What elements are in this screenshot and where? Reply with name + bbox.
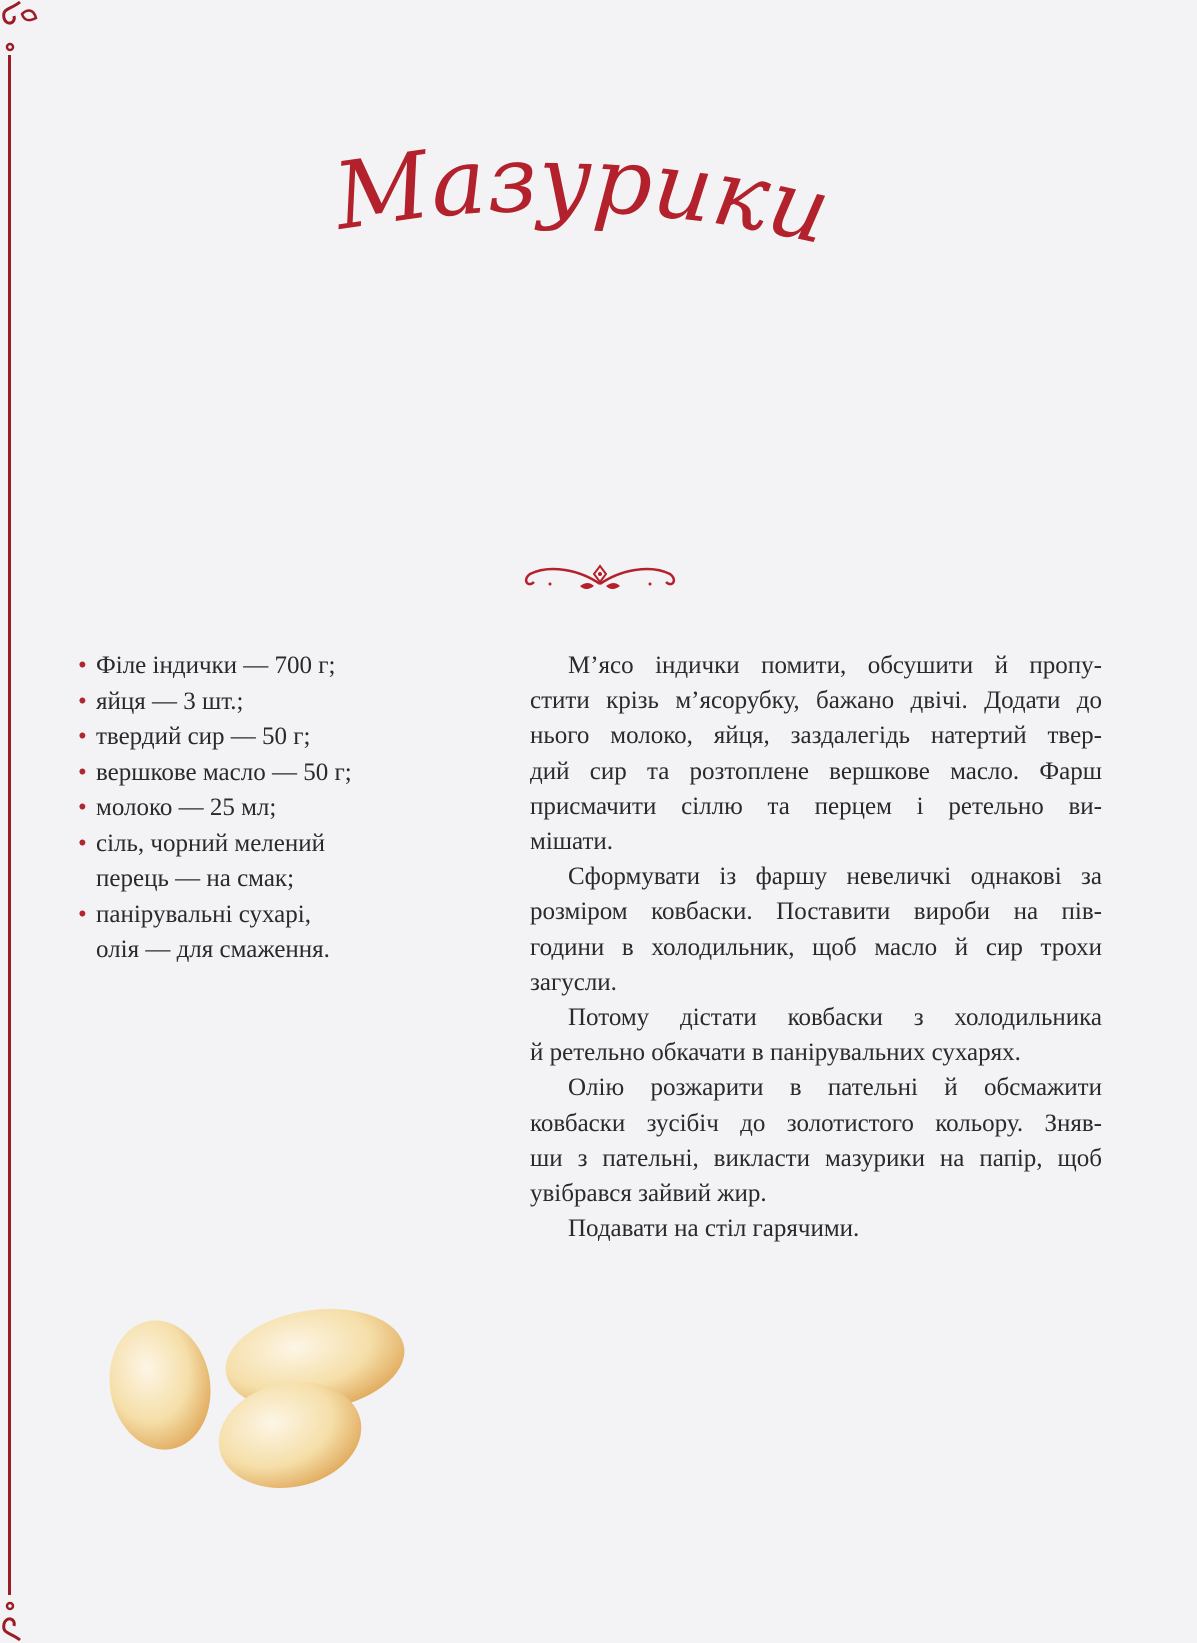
ingredient-text: вершкове масло — 50 г; — [96, 758, 352, 786]
corner-flourish-icon — [0, 1600, 40, 1643]
method-line: мішати. — [530, 828, 614, 856]
bullet-icon: • — [78, 829, 87, 857]
method-line: ши з пательні, викласти мазурики на папір, щоб — [530, 1144, 1102, 1172]
ingredient-item — [78, 684, 352, 720]
method-line: присмачити сіллю та перцем і ретельно ви- — [530, 792, 1102, 820]
method-line: Олію розжарити в пательні й обсмажити — [568, 1074, 1102, 1102]
method-line: Потому дістати ковбаски з холодильника — [568, 1004, 1102, 1032]
method-text — [530, 648, 1102, 1246]
ingredient-text: твердий сир — 50 г; — [96, 723, 311, 750]
ingredient-item — [78, 790, 352, 826]
ingredient-text: перець — на смак; — [96, 865, 295, 892]
ingredient-item — [78, 719, 352, 755]
method-line: години в холодильник, щоб масло й сир трохи — [530, 933, 1102, 961]
ingredient-item — [78, 648, 352, 684]
method-line: стити крізь м’ясорубку, бажано двічі. Додати до — [530, 687, 1102, 715]
ingredient-text: яйця — 3 шт.; — [96, 687, 244, 715]
corner-flourish-icon — [0, 0, 40, 60]
ingredient-text: сіль, чорний мелений — [96, 829, 326, 857]
bullet-icon: • — [78, 758, 87, 786]
ingredient-text: олія — для смаження. — [96, 936, 330, 963]
recipe-title-text: Мазурики — [330, 125, 840, 266]
page-border-line — [8, 55, 11, 1595]
method-line: Сформувати із фаршу невеличкі однакові за — [568, 863, 1102, 891]
ingredient-item — [78, 897, 352, 968]
method-line: М’ясо індички помити, обсушити й пропу- — [568, 652, 1102, 679]
bullet-icon: • — [78, 900, 87, 928]
method-line: розміром ковбаски. Поставити вироби на пів- — [530, 898, 1102, 926]
ingredient-item — [78, 826, 352, 897]
ornament-divider-icon — [520, 560, 680, 600]
recipe-title — [330, 110, 890, 280]
bullet-icon: • — [78, 723, 87, 750]
bullet-icon: • — [78, 794, 87, 821]
ingredient-item — [78, 755, 352, 791]
eggs-illustration — [100, 1300, 420, 1500]
method-line: й ретельно обкачати в панірувальних сухарях. — [530, 1039, 1021, 1067]
bullet-icon: • — [78, 687, 87, 715]
bullet-icon: • — [78, 652, 87, 679]
method-line: загусли. — [530, 968, 617, 996]
ingredients-list — [78, 648, 352, 968]
method-line: Подавати на стіл гарячими. — [568, 1215, 860, 1243]
svg-text:Мазурики — [330, 125, 839, 265]
ingredient-text: Філе індички — 700 г; — [96, 652, 336, 679]
method-line: увібрався зайвий жир. — [530, 1180, 767, 1208]
ingredient-text: панірувальні сухарі, — [96, 900, 311, 928]
method-line: дий сир та розтоплене вершкове масло. Фарш — [530, 757, 1102, 785]
method-line: ковбаски зусібіч до золотистого кольору. Зняв- — [530, 1109, 1102, 1137]
ingredient-text: молоко — 25 мл; — [96, 794, 277, 821]
method-line: нього молоко, яйця, заздалегідь натертий твер- — [530, 722, 1102, 750]
